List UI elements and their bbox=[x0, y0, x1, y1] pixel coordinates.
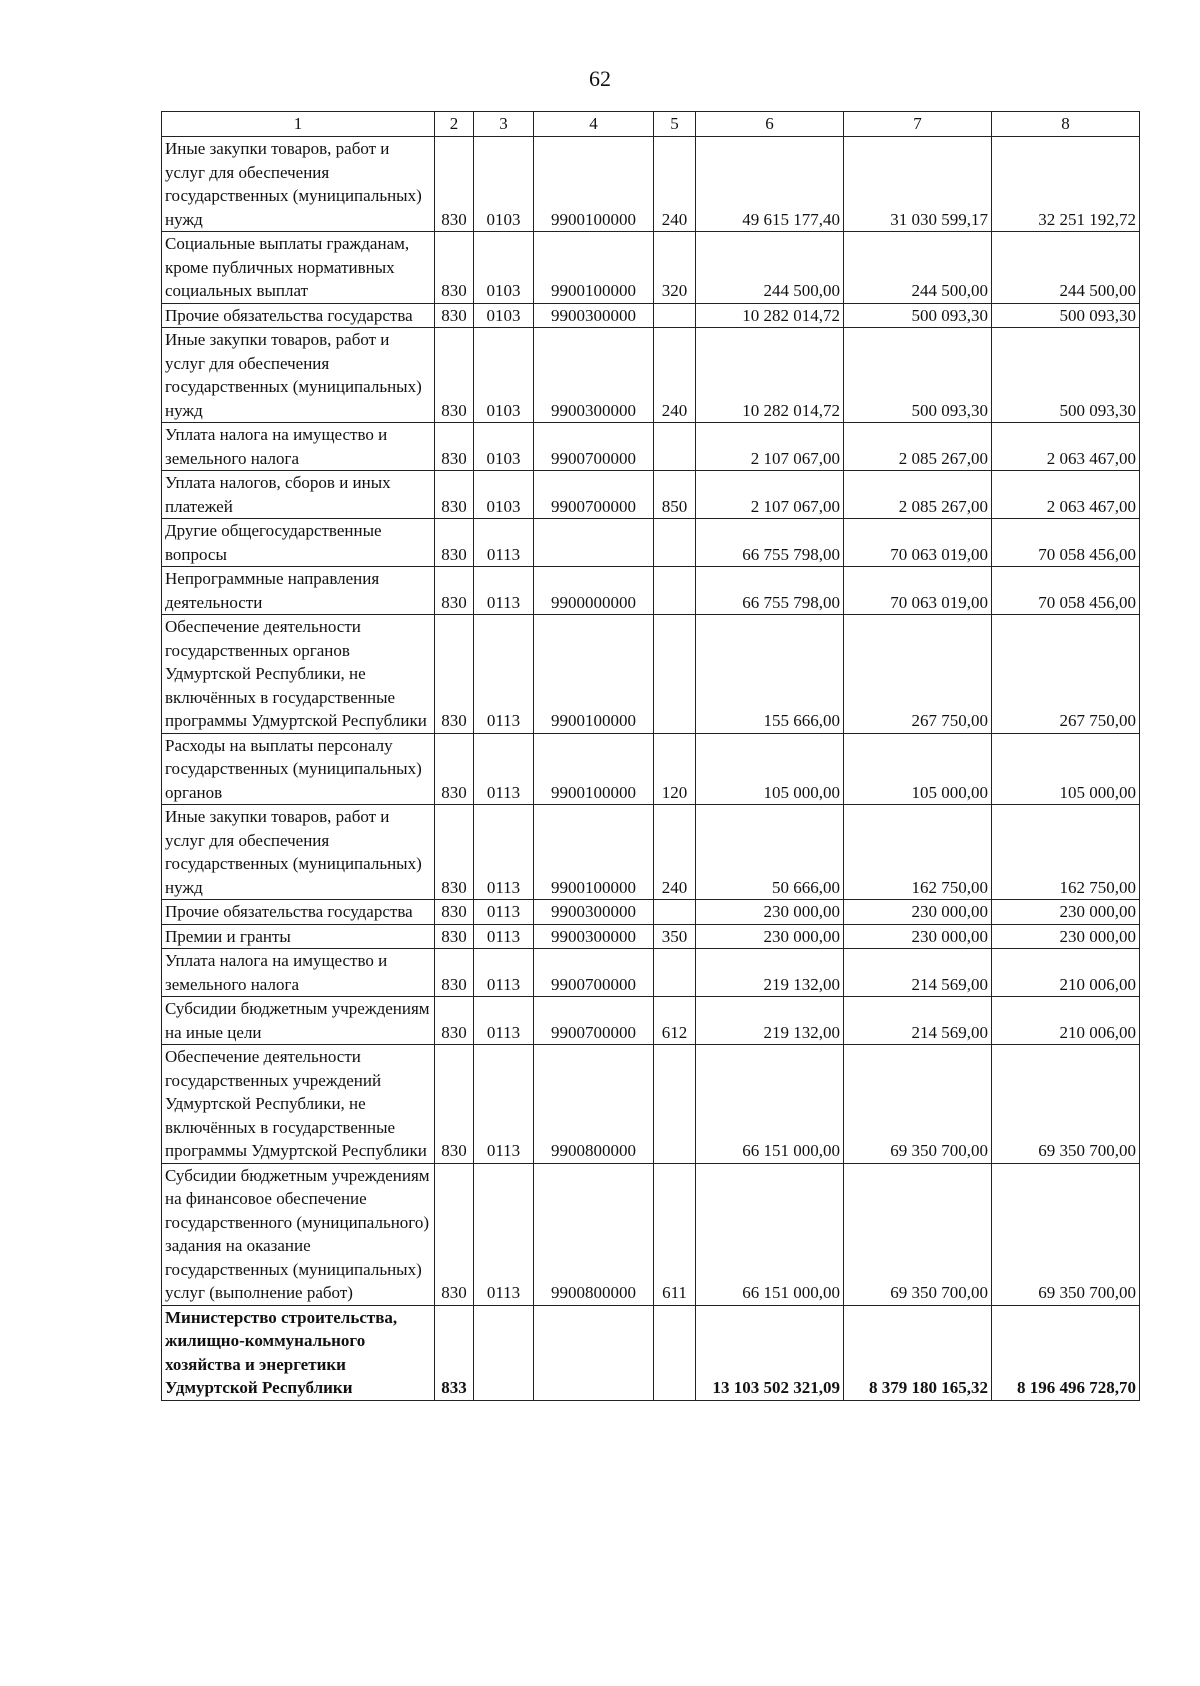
row-name-cell: Уплата налога на имущество и земельного налога bbox=[162, 949, 435, 997]
target-article-cell: 9900100000 bbox=[534, 615, 654, 734]
section-code-cell: 0113 bbox=[474, 1163, 534, 1305]
section-code-cell: 0113 bbox=[474, 949, 534, 997]
amount-cell: 267 750,00 bbox=[844, 615, 992, 734]
expense-type-cell bbox=[654, 1045, 696, 1164]
section-code-cell: 0113 bbox=[474, 567, 534, 615]
table-row bbox=[162, 997, 1140, 1045]
page-number: 62 bbox=[589, 66, 611, 91]
table-row bbox=[162, 1163, 1140, 1305]
amount-cell: 214 569,00 bbox=[844, 997, 992, 1045]
amount-cell: 50 666,00 bbox=[696, 805, 844, 900]
row-name-cell: Расходы на выплаты персоналу государственных (муниципальных) органов bbox=[162, 733, 435, 805]
target-article-cell: 9900700000 bbox=[534, 997, 654, 1045]
target-article-cell: 9900100000 bbox=[534, 733, 654, 805]
section-code-cell: 0103 bbox=[474, 471, 534, 519]
amount-cell: 69 350 700,00 bbox=[844, 1163, 992, 1305]
table-row bbox=[162, 900, 1140, 925]
table-row bbox=[162, 1305, 1140, 1400]
amount-cell: 70 063 019,00 bbox=[844, 519, 992, 567]
amount-cell: 210 006,00 bbox=[992, 949, 1140, 997]
amount-cell: 214 569,00 bbox=[844, 949, 992, 997]
target-article-cell: 9900700000 bbox=[534, 949, 654, 997]
target-article-cell bbox=[534, 1305, 654, 1400]
amount-cell: 230 000,00 bbox=[844, 900, 992, 925]
target-article-cell: 9900800000 bbox=[534, 1163, 654, 1305]
admin-code-cell: 830 bbox=[435, 471, 474, 519]
amount-cell: 13 103 502 321,09 bbox=[696, 1305, 844, 1400]
amount-cell: 230 000,00 bbox=[696, 900, 844, 925]
row-name-cell: Уплата налогов, сборов и иных платежей bbox=[162, 471, 435, 519]
admin-code-cell: 830 bbox=[435, 924, 474, 949]
amount-cell: 66 151 000,00 bbox=[696, 1163, 844, 1305]
amount-cell: 2 107 067,00 bbox=[696, 423, 844, 471]
amount-cell: 162 750,00 bbox=[844, 805, 992, 900]
table-row bbox=[162, 519, 1140, 567]
amount-cell: 8 379 180 165,32 bbox=[844, 1305, 992, 1400]
admin-code-cell: 830 bbox=[435, 1045, 474, 1164]
admin-code-cell: 830 bbox=[435, 615, 474, 734]
amount-cell: 244 500,00 bbox=[992, 232, 1140, 304]
target-article-cell: 9900800000 bbox=[534, 1045, 654, 1164]
section-code-cell: 0103 bbox=[474, 328, 534, 423]
table-row bbox=[162, 303, 1140, 328]
amount-cell: 10 282 014,72 bbox=[696, 303, 844, 328]
section-code-cell: 0113 bbox=[474, 615, 534, 734]
row-name-cell: Прочие обязательства государства bbox=[162, 303, 435, 328]
target-article-cell: 9900000000 bbox=[534, 567, 654, 615]
section-code-cell: 0113 bbox=[474, 519, 534, 567]
amount-cell: 31 030 599,17 bbox=[844, 137, 992, 232]
amount-cell: 2 107 067,00 bbox=[696, 471, 844, 519]
table-row bbox=[162, 733, 1140, 805]
amount-cell: 69 350 700,00 bbox=[844, 1045, 992, 1164]
section-code-cell: 0113 bbox=[474, 805, 534, 900]
column-header: 3 bbox=[474, 112, 534, 137]
amount-cell: 230 000,00 bbox=[844, 924, 992, 949]
row-name-cell: Субсидии бюджетным учреждениям на иные цели bbox=[162, 997, 435, 1045]
expense-type-cell bbox=[654, 567, 696, 615]
amount-cell: 10 282 014,72 bbox=[696, 328, 844, 423]
column-header: 7 bbox=[844, 112, 992, 137]
row-name-cell: Премии и гранты bbox=[162, 924, 435, 949]
expense-type-cell: 850 bbox=[654, 471, 696, 519]
amount-cell: 105 000,00 bbox=[992, 733, 1140, 805]
expense-type-cell bbox=[654, 1305, 696, 1400]
table-row bbox=[162, 423, 1140, 471]
amount-cell: 244 500,00 bbox=[696, 232, 844, 304]
amount-cell: 2 085 267,00 bbox=[844, 423, 992, 471]
header-row bbox=[162, 112, 1140, 137]
admin-code-cell: 830 bbox=[435, 567, 474, 615]
row-name-cell: Министерство строительства, жилищно-коммунального хозяйства и энергетики Удмуртской Республики bbox=[162, 1305, 435, 1400]
section-code-cell: 0103 bbox=[474, 303, 534, 328]
target-article-cell: 9900100000 bbox=[534, 232, 654, 304]
admin-code-cell: 833 bbox=[435, 1305, 474, 1400]
row-name-cell: Иные закупки товаров, работ и услуг для обеспечения государственных (муниципальных) нужд bbox=[162, 805, 435, 900]
admin-code-cell: 830 bbox=[435, 328, 474, 423]
amount-cell: 8 196 496 728,70 bbox=[992, 1305, 1140, 1400]
section-code-cell: 0103 bbox=[474, 423, 534, 471]
row-name-cell: Социальные выплаты гражданам, кроме публичных нормативных социальных выплат bbox=[162, 232, 435, 304]
amount-cell: 230 000,00 bbox=[992, 924, 1140, 949]
amount-cell: 70 058 456,00 bbox=[992, 519, 1140, 567]
column-header: 1 bbox=[162, 112, 435, 137]
column-header: 2 bbox=[435, 112, 474, 137]
admin-code-cell: 830 bbox=[435, 1163, 474, 1305]
amount-cell: 219 132,00 bbox=[696, 997, 844, 1045]
table-row bbox=[162, 949, 1140, 997]
amount-cell: 66 755 798,00 bbox=[696, 519, 844, 567]
target-article-cell: 9900100000 bbox=[534, 137, 654, 232]
row-name-cell: Обеспечение деятельности государственных органов Удмуртской Республики, не включённых в государственные программы Удмуртской Республики bbox=[162, 615, 435, 734]
amount-cell: 66 755 798,00 bbox=[696, 567, 844, 615]
amount-cell: 500 093,30 bbox=[844, 303, 992, 328]
amount-cell: 155 666,00 bbox=[696, 615, 844, 734]
section-code-cell bbox=[474, 1305, 534, 1400]
section-code-cell: 0113 bbox=[474, 997, 534, 1045]
row-name-cell: Иные закупки товаров, работ и услуг для обеспечения государственных (муниципальных) нужд bbox=[162, 328, 435, 423]
amount-cell: 230 000,00 bbox=[992, 900, 1140, 925]
row-name-cell: Другие общегосударственные вопросы bbox=[162, 519, 435, 567]
table-row bbox=[162, 137, 1140, 232]
target-article-cell: 9900300000 bbox=[534, 303, 654, 328]
target-article-cell bbox=[534, 519, 654, 567]
amount-cell: 32 251 192,72 bbox=[992, 137, 1140, 232]
column-header: 4 bbox=[534, 112, 654, 137]
amount-cell: 162 750,00 bbox=[992, 805, 1140, 900]
table-row bbox=[162, 567, 1140, 615]
table-body bbox=[162, 137, 1140, 1401]
target-article-cell: 9900100000 bbox=[534, 805, 654, 900]
expense-type-cell bbox=[654, 423, 696, 471]
expense-type-cell bbox=[654, 900, 696, 925]
amount-cell: 69 350 700,00 bbox=[992, 1163, 1140, 1305]
expense-type-cell: 612 bbox=[654, 997, 696, 1045]
target-article-cell: 9900300000 bbox=[534, 900, 654, 925]
amount-cell: 105 000,00 bbox=[696, 733, 844, 805]
admin-code-cell: 830 bbox=[435, 137, 474, 232]
admin-code-cell: 830 bbox=[435, 997, 474, 1045]
section-code-cell: 0113 bbox=[474, 924, 534, 949]
admin-code-cell: 830 bbox=[435, 519, 474, 567]
amount-cell: 49 615 177,40 bbox=[696, 137, 844, 232]
section-code-cell: 0103 bbox=[474, 137, 534, 232]
admin-code-cell: 830 bbox=[435, 805, 474, 900]
amount-cell: 70 063 019,00 bbox=[844, 567, 992, 615]
target-article-cell: 9900300000 bbox=[534, 924, 654, 949]
target-article-cell: 9900300000 bbox=[534, 328, 654, 423]
expense-type-cell: 320 bbox=[654, 232, 696, 304]
amount-cell: 219 132,00 bbox=[696, 949, 844, 997]
expense-type-cell bbox=[654, 519, 696, 567]
table-row bbox=[162, 615, 1140, 734]
admin-code-cell: 830 bbox=[435, 733, 474, 805]
expense-type-cell bbox=[654, 615, 696, 734]
section-code-cell: 0113 bbox=[474, 733, 534, 805]
admin-code-cell: 830 bbox=[435, 949, 474, 997]
section-code-cell: 0103 bbox=[474, 232, 534, 304]
amount-cell: 244 500,00 bbox=[844, 232, 992, 304]
table-row bbox=[162, 924, 1140, 949]
target-article-cell: 9900700000 bbox=[534, 471, 654, 519]
table-row bbox=[162, 471, 1140, 519]
row-name-cell: Субсидии бюджетным учреждениям на финансовое обеспечение государственного (муниципального) задания на оказание государственных (муниципальных) услуг (выполнение работ) bbox=[162, 1163, 435, 1305]
column-header: 6 bbox=[696, 112, 844, 137]
row-name-cell: Непрограммные направления деятельности bbox=[162, 567, 435, 615]
table-row bbox=[162, 805, 1140, 900]
amount-cell: 500 093,30 bbox=[992, 328, 1140, 423]
expense-type-cell bbox=[654, 949, 696, 997]
expense-type-cell: 611 bbox=[654, 1163, 696, 1305]
column-header: 8 bbox=[992, 112, 1140, 137]
target-article-cell: 9900700000 bbox=[534, 423, 654, 471]
amount-cell: 500 093,30 bbox=[992, 303, 1140, 328]
amount-cell: 66 151 000,00 bbox=[696, 1045, 844, 1164]
amount-cell: 2 063 467,00 bbox=[992, 423, 1140, 471]
expense-type-cell: 240 bbox=[654, 137, 696, 232]
budget-table bbox=[161, 111, 1140, 1401]
amount-cell: 2 063 467,00 bbox=[992, 471, 1140, 519]
amount-cell: 230 000,00 bbox=[696, 924, 844, 949]
section-code-cell: 0113 bbox=[474, 900, 534, 925]
amount-cell: 2 085 267,00 bbox=[844, 471, 992, 519]
table-row bbox=[162, 1045, 1140, 1164]
admin-code-cell: 830 bbox=[435, 423, 474, 471]
expense-type-cell: 350 bbox=[654, 924, 696, 949]
expense-type-cell: 240 bbox=[654, 805, 696, 900]
amount-cell: 69 350 700,00 bbox=[992, 1045, 1140, 1164]
table-row bbox=[162, 328, 1140, 423]
amount-cell: 210 006,00 bbox=[992, 997, 1140, 1045]
amount-cell: 70 058 456,00 bbox=[992, 567, 1140, 615]
row-name-cell: Обеспечение деятельности государственных учреждений Удмуртской Республики, не включённых в государственные программы Удмуртской Республики bbox=[162, 1045, 435, 1164]
section-code-cell: 0113 bbox=[474, 1045, 534, 1164]
table-row bbox=[162, 232, 1140, 304]
column-header: 5 bbox=[654, 112, 696, 137]
row-name-cell: Прочие обязательства государства bbox=[162, 900, 435, 925]
admin-code-cell: 830 bbox=[435, 232, 474, 304]
amount-cell: 267 750,00 bbox=[992, 615, 1140, 734]
amount-cell: 500 093,30 bbox=[844, 328, 992, 423]
expense-type-cell bbox=[654, 303, 696, 328]
amount-cell: 105 000,00 bbox=[844, 733, 992, 805]
row-name-cell: Уплата налога на имущество и земельного налога bbox=[162, 423, 435, 471]
expense-type-cell: 120 bbox=[654, 733, 696, 805]
row-name-cell: Иные закупки товаров, работ и услуг для обеспечения государственных (муниципальных) нужд bbox=[162, 137, 435, 232]
admin-code-cell: 830 bbox=[435, 303, 474, 328]
admin-code-cell: 830 bbox=[435, 900, 474, 925]
expense-type-cell: 240 bbox=[654, 328, 696, 423]
